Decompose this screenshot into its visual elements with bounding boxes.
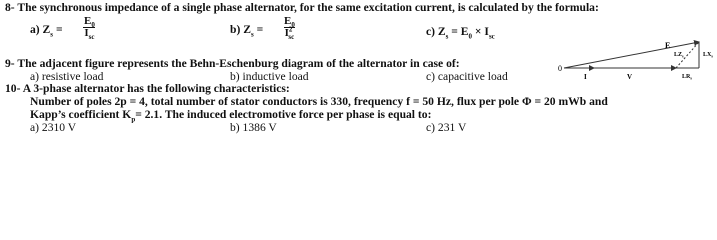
question-8-stem: 8- The synchronous impedance of a single phase alternator, for the same excitation current, is calculated by the formula:	[5, 1, 599, 14]
diagram-lz-sub: s	[682, 53, 684, 59]
diagram-v-label: V	[627, 73, 633, 81]
q8-option-b-sub: s	[250, 30, 254, 39]
q8-b-den-sup: 2	[288, 25, 293, 34]
q10-option-b: b) 1386 V	[230, 121, 277, 134]
diagram-e-label: E	[665, 41, 671, 50]
q10-line-1: Number of poles 2p = 4, total number of stator conductors is 330, frequency f = 50 Hz, flux per pole Φ = 20 mWb and	[30, 95, 608, 108]
q9-option-b: b) inductive load	[230, 70, 309, 83]
q8-b-den-text: I	[284, 27, 289, 39]
diagram-i-label: I	[584, 73, 587, 81]
q8-option-b-eq: =	[256, 23, 264, 36]
q8-option-b	[230, 23, 264, 39]
q10-line-2-sub: p	[131, 115, 136, 124]
q8-option-b-label: b) Z	[230, 23, 251, 36]
question-10-stem: 10- A 3-phase alternator has the following characteristics:	[5, 82, 290, 95]
q10-option-a: a) 2310 V	[30, 121, 77, 134]
diagram-origin-label: 0	[558, 64, 562, 73]
q10-line-2-pre: Kapp’s coefficient K	[30, 108, 132, 121]
q8-option-c-e0: = E	[448, 25, 469, 38]
q8-option-c-isc-sub: sc	[488, 32, 495, 41]
q8-option-c-label: c) Z	[426, 25, 446, 38]
q8-b-den-sub: sc	[288, 33, 295, 42]
diagram-lr-sub: s	[690, 75, 692, 81]
diagram-lr-label	[682, 74, 692, 81]
diagram-lr-text: LR	[682, 74, 691, 80]
q8-option-a-sub: s	[50, 30, 54, 39]
q8-option-a-fraction	[83, 15, 96, 42]
diagram-lx-label	[703, 52, 713, 59]
q10-line-2-post: = 2.1. The induced electromotive force per phase is equal to:	[135, 108, 432, 121]
q8-a-denominator	[83, 27, 95, 42]
q8-option-a-eq: =	[55, 23, 63, 36]
behn-eschenburg-diagram	[558, 40, 716, 82]
q8-b-denominator	[284, 25, 296, 42]
q8-a-num-sub: 0	[91, 21, 95, 30]
q8-option-c-sub: s	[445, 32, 449, 41]
q8-a-numerator	[83, 15, 96, 30]
diagram-lz-label	[674, 52, 684, 59]
diagram-lz-text: LZ	[674, 52, 683, 58]
q8-option-a-label: a) Z	[30, 23, 51, 36]
q8-a-den-sub: sc	[88, 33, 95, 42]
q8-option-c	[426, 25, 495, 41]
diagram-lx-text: LX	[703, 52, 712, 58]
q8-option-c-e0-sub: 0	[468, 32, 473, 41]
q8-a-num-text: E	[84, 15, 92, 27]
q9-option-a: a) resistive load	[30, 70, 104, 83]
diagram-lx-sub: s	[711, 53, 713, 59]
q8-b-num-sub: 0	[291, 21, 295, 30]
q8-b-num-text: E	[284, 15, 292, 27]
q10-option-c: c) 231 V	[426, 121, 467, 134]
question-9-stem: 9- The adjacent figure represents the Behn-Eschenburg diagram of the alternator in case of:	[5, 57, 460, 70]
q8-option-c-isc: × I	[472, 25, 489, 38]
q9-option-c: c) capacitive load	[426, 70, 508, 83]
q8-option-b-fraction	[283, 15, 296, 42]
q8-a-den-text: I	[84, 27, 89, 39]
q10-line-2	[30, 108, 432, 124]
q8-option-a	[30, 23, 63, 39]
